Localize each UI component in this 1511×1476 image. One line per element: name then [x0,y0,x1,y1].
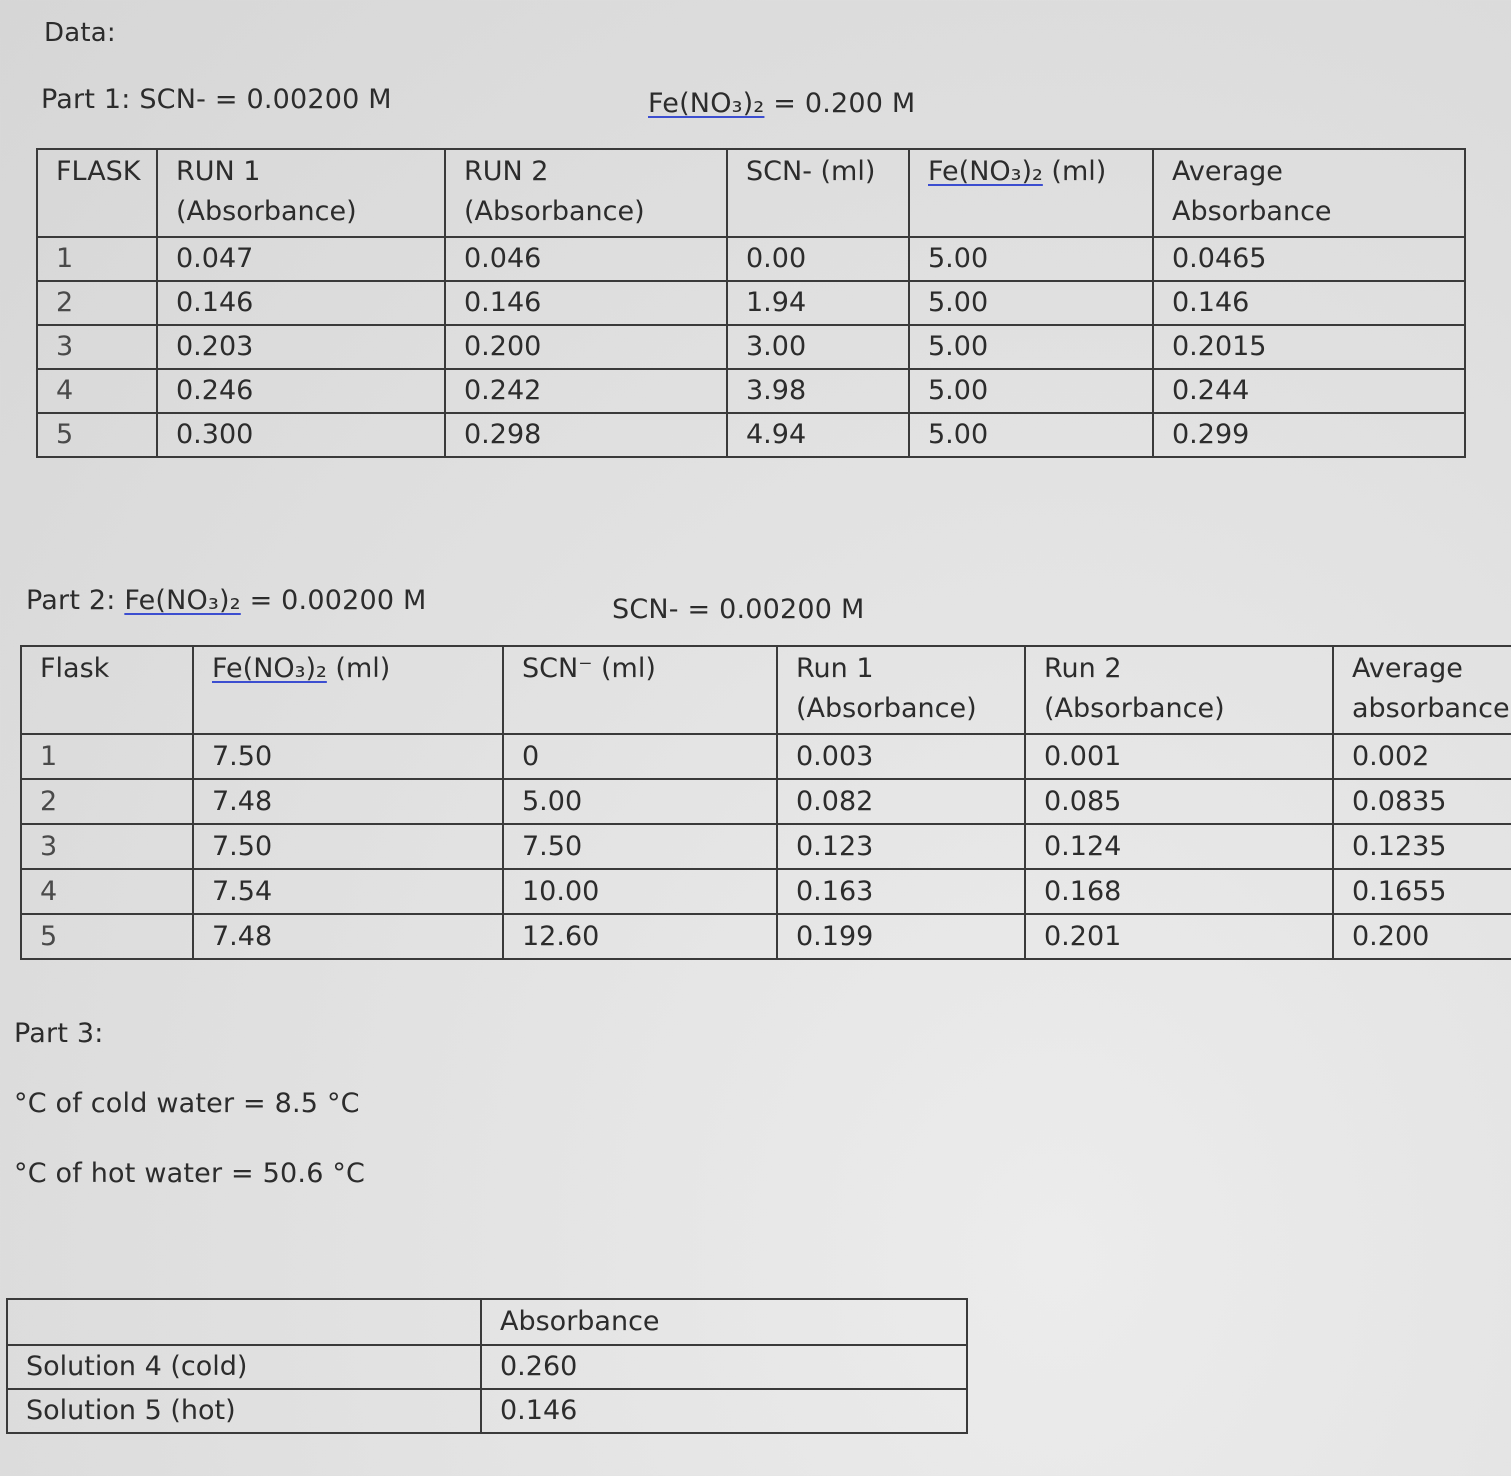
run2-cell: 0.200 [445,325,727,369]
part2-header-fe-formula: Fe(NO₃)₂ [212,653,327,684]
absorbance-cell: 0.146 [481,1389,967,1433]
solution-label-cell: Solution 4 (cold) [7,1345,481,1389]
part1-header-run2-line2: (Absorbance) [464,196,645,227]
part1-header-average-line1: Average [1172,156,1283,187]
flask-cell: 5 [21,914,193,959]
part2-header-run2 [1025,646,1333,734]
part2-header-average [1333,646,1511,734]
part2-scn-concentration: SCN- = 0.00200 M [612,594,865,625]
fe-cell: 5.00 [909,281,1153,325]
fe-cell: 7.48 [193,914,503,959]
scn-cell: 4.94 [727,413,909,457]
run2-cell: 0.001 [1025,734,1333,779]
flask-cell: 4 [21,869,193,914]
run1-cell: 0.123 [777,824,1025,869]
average-cell: 0.0835 [1333,779,1511,824]
part1-header-fe [909,149,1153,237]
part1-header-average [1153,149,1465,237]
hot-water-temperature: °C of hot water = 50.6 °C [14,1158,366,1189]
fe-cell: 7.50 [193,824,503,869]
part1-header-run1 [157,149,445,237]
flask-cell: 5 [37,413,157,457]
run2-cell: 0.046 [445,237,727,281]
run1-cell: 0.246 [157,369,445,413]
scn-cell: 3.00 [727,325,909,369]
part2-header-flask: Flask [21,646,193,734]
part1-header-fe-unit: (ml) [1042,156,1107,187]
part1-title: Part 1: SCN- = 0.00200 M [41,84,392,115]
part1-header-run1-line1: RUN 1 [176,156,261,187]
absorbance-cell: 0.260 [481,1345,967,1389]
part2-table [20,645,1511,960]
part2-header-run2-line1: Run 2 [1044,653,1122,684]
part1-fe-formula: Fe(NO₃)₂ [648,88,765,119]
fe-cell: 7.54 [193,869,503,914]
flask-cell: 2 [37,281,157,325]
fe-cell: 7.48 [193,779,503,824]
part1-fe-concentration [648,88,915,119]
part2-header-run1-line1: Run 1 [796,653,874,684]
run1-cell: 0.047 [157,237,445,281]
cold-water-temperature: °C of cold water = 8.5 °C [14,1088,360,1119]
average-cell: 0.200 [1333,914,1511,959]
flask-cell: 1 [37,237,157,281]
part1-table [36,148,1466,458]
table-row [21,734,1511,779]
table-row [21,779,1511,824]
part2-title-prefix: Part 2: [26,585,125,616]
part3-header-blank [7,1299,481,1345]
average-cell: 0.1235 [1333,824,1511,869]
scn-cell: 7.50 [503,824,777,869]
run1-cell: 0.163 [777,869,1025,914]
run1-cell: 0.300 [157,413,445,457]
scn-cell: 1.94 [727,281,909,325]
fe-cell: 5.00 [909,237,1153,281]
data-heading: Data: [44,18,116,48]
part1-header-run1-line2: (Absorbance) [176,196,357,227]
scn-cell: 0.00 [727,237,909,281]
average-cell: 0.2015 [1153,325,1465,369]
fe-cell: 7.50 [193,734,503,779]
part1-header-flask: FLASK [37,149,157,237]
table-row [7,1345,967,1389]
scn-cell: 3.98 [727,369,909,413]
part1-header-run2 [445,149,727,237]
part2-header-average-line2: absorbance [1352,693,1510,724]
solution-label-cell: Solution 5 (hot) [7,1389,481,1433]
part1-header-average-line2: Absorbance [1172,196,1332,227]
scn-cell: 5.00 [503,779,777,824]
table-row [7,1389,967,1433]
flask-cell: 1 [21,734,193,779]
scn-cell: 12.60 [503,914,777,959]
table-row [21,824,1511,869]
part2-title [26,585,427,616]
average-cell: 0.244 [1153,369,1465,413]
part2-header-run1 [777,646,1025,734]
average-cell: 0.299 [1153,413,1465,457]
run2-cell: 0.168 [1025,869,1333,914]
table-row [37,325,1465,369]
part2-header-fe [193,646,503,734]
part3-header-absorbance: Absorbance [481,1299,967,1345]
average-cell: 0.0465 [1153,237,1465,281]
table-row [37,369,1465,413]
run1-cell: 0.003 [777,734,1025,779]
flask-cell: 3 [37,325,157,369]
run1-cell: 0.199 [777,914,1025,959]
table-row [21,914,1511,959]
run1-cell: 0.082 [777,779,1025,824]
part3-table [6,1298,968,1434]
table-row [37,237,1465,281]
part2-header-run1-line2: (Absorbance) [796,693,977,724]
part1-fe-value: = 0.200 M [764,88,916,119]
flask-cell: 4 [37,369,157,413]
fe-cell: 5.00 [909,325,1153,369]
part2-title-value: = 0.00200 M [240,585,427,616]
run1-cell: 0.203 [157,325,445,369]
run2-cell: 0.085 [1025,779,1333,824]
run2-cell: 0.242 [445,369,727,413]
part2-title-formula: Fe(NO₃)₂ [124,585,241,616]
run2-cell: 0.201 [1025,914,1333,959]
table-row [37,413,1465,457]
part2-header-scn: SCN⁻ (ml) [503,646,777,734]
part1-header-run2-line1: RUN 2 [464,156,549,187]
average-cell: 0.002 [1333,734,1511,779]
part3-header-row [7,1299,967,1345]
run2-cell: 0.124 [1025,824,1333,869]
run1-cell: 0.146 [157,281,445,325]
flask-cell: 3 [21,824,193,869]
part1-header-row [37,149,1465,237]
run2-cell: 0.298 [445,413,727,457]
run2-cell: 0.146 [445,281,727,325]
scn-cell: 0 [503,734,777,779]
fe-cell: 5.00 [909,413,1153,457]
part2-header-average-line1: Average [1352,653,1463,684]
part2-header-run2-line2: (Absorbance) [1044,693,1225,724]
part1-header-scn: SCN- (ml) [727,149,909,237]
average-cell: 0.1655 [1333,869,1511,914]
table-row [37,281,1465,325]
part2-header-fe-unit: (ml) [326,653,391,684]
part1-header-fe-formula: Fe(NO₃)₂ [928,156,1043,187]
part3-title: Part 3: [14,1018,104,1049]
part2-header-row [21,646,1511,734]
scn-cell: 10.00 [503,869,777,914]
table-row [21,869,1511,914]
fe-cell: 5.00 [909,369,1153,413]
flask-cell: 2 [21,779,193,824]
average-cell: 0.146 [1153,281,1465,325]
